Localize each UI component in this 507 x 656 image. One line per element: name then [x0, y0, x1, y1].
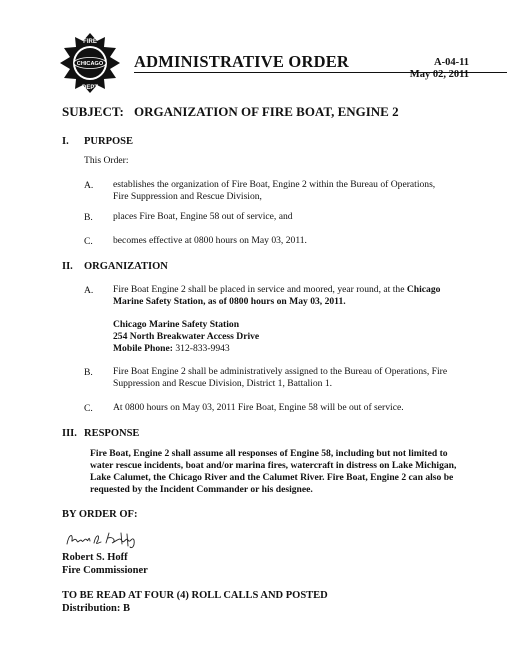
- address-name: Chicago Marine Safety Station: [113, 319, 240, 330]
- purpose-item-c: becomes effective at 0800 hours on May 03, 2011.: [113, 235, 307, 246]
- text-plain: Fire Boat Engine 2 shall be placed in service and moored, year round, at the: [113, 284, 407, 295]
- response-paragraph: [90, 448, 490, 496]
- distribution-instruction: TO BE READ AT FOUR (4) ROLL CALLS AND POSTED: [62, 590, 328, 601]
- text-line: Fire Suppression and Rescue Division,: [113, 191, 262, 202]
- purpose-intro: This Order:: [84, 155, 129, 166]
- phone-number: 312-833-9943: [172, 343, 230, 354]
- logo-bottom-text: DEPT: [81, 85, 99, 91]
- text-bold: Chicago: [406, 284, 441, 295]
- chicago-fire-dept-logo: [59, 32, 121, 94]
- item-letter: C.: [84, 403, 93, 414]
- text-line: water rescue incidents, boat and/or marina fires, watercraft in distress on Lake Michigan,: [90, 460, 457, 471]
- logo-top-text: FIRE: [83, 39, 97, 45]
- item-letter: A.: [84, 180, 94, 191]
- section-number: II.: [62, 261, 73, 272]
- text-line: Lake Calumet, the Chicago River and the Calumet River. Fire Boat, Engine 2 can also be: [90, 472, 454, 483]
- organization-item-a: [113, 284, 493, 308]
- item-letter: B.: [84, 212, 93, 223]
- signer-name: Robert S. Hoff: [62, 552, 128, 563]
- order-date: May 02, 2011: [409, 69, 469, 80]
- section-title: RESPONSE: [84, 428, 140, 439]
- text-line: establishes the organization of Fire Boat, Engine 2 within the Bureau of Operations,: [113, 179, 436, 190]
- text-line: Marine Safety Station, as of 0800 hours on May 03, 2011.: [113, 296, 346, 307]
- section-title: ORGANIZATION: [84, 261, 168, 272]
- section-heading-purpose: [62, 136, 133, 147]
- subject-label: SUBJECT:: [62, 104, 124, 119]
- item-letter: A.: [84, 285, 94, 296]
- address-phone: [113, 343, 259, 355]
- subject-line: [62, 104, 399, 120]
- text-line: Fire Boat Engine 2 shall be administratively assigned to the Bureau of Operations, Fire: [113, 366, 448, 377]
- item-letter: C.: [84, 236, 93, 247]
- section-number: I.: [62, 136, 69, 147]
- organization-item-b: [113, 366, 493, 390]
- text-line: Fire Boat, Engine 2 shall assume all responses of Engine 58, including but not limited to: [90, 448, 448, 459]
- phone-label: Mobile Phone:: [113, 343, 173, 354]
- section-heading-organization: [62, 261, 168, 272]
- logo-center-text: CHICAGO: [76, 61, 104, 67]
- text-line: Suppression and Rescue Division, District 1, Battalion 1.: [113, 378, 333, 389]
- section-title: PURPOSE: [84, 136, 134, 147]
- subject-text: ORGANIZATION OF FIRE BOAT, ENGINE 2: [134, 104, 399, 119]
- by-order-of: BY ORDER OF:: [62, 509, 138, 520]
- distribution-code: Distribution: B: [62, 603, 130, 614]
- item-letter: B.: [84, 367, 93, 378]
- section-number: III.: [62, 428, 77, 439]
- document-title: ADMINISTRATIVE ORDER: [134, 52, 350, 71]
- text-line: requested by the Incident Commander or his designee.: [90, 484, 313, 495]
- signer-title: Fire Commissioner: [62, 565, 148, 576]
- purpose-item-a: [113, 179, 483, 203]
- order-number: A-04-11: [434, 57, 469, 68]
- section-heading-response: [62, 428, 139, 439]
- purpose-item-b: places Fire Boat, Engine 58 out of service, and: [113, 211, 293, 222]
- address-block: [113, 319, 259, 355]
- text-line: [113, 284, 493, 296]
- organization-item-c: At 0800 hours on May 03, 2011 Fire Boat, Engine 58 will be out of service.: [113, 402, 404, 413]
- handwritten-signature: [64, 528, 144, 550]
- address-street: 254 North Breakwater Access Drive: [113, 331, 260, 342]
